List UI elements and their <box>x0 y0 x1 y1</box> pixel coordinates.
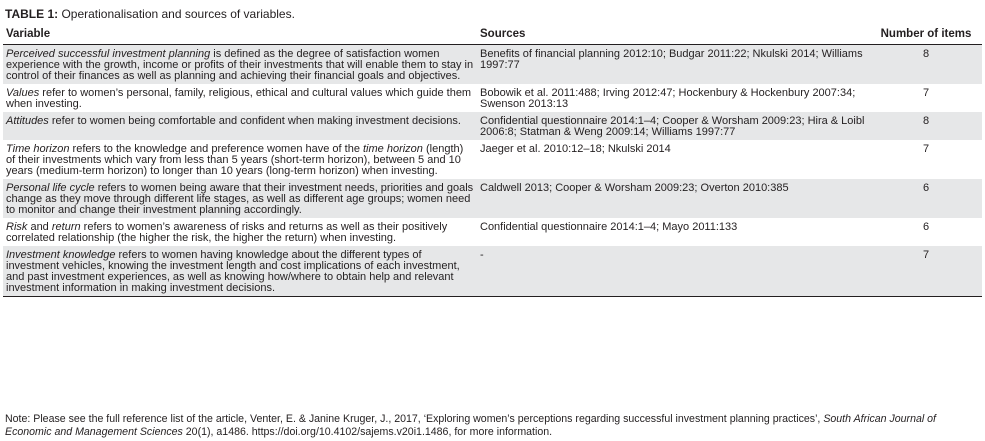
variable-term: Values <box>6 87 40 99</box>
variable-connector: and <box>27 221 52 233</box>
table-body <box>3 45 982 297</box>
header-number-of-items: Number of items <box>870 26 982 45</box>
table-row <box>3 179 982 218</box>
variable-cell <box>3 246 477 297</box>
table-row <box>3 84 982 112</box>
items-cell: 7 <box>870 246 982 297</box>
variable-term: Personal life cycle <box>6 182 95 194</box>
variable-term: Time horizon <box>6 143 70 155</box>
table-row <box>3 218 982 246</box>
table-row <box>3 45 982 85</box>
variable-cell <box>3 140 477 179</box>
note-journal: South African Journal of Economic and Management Sciences <box>5 413 937 438</box>
sources-cell: Bobowik et al. 2011:488; Irving 2012:47; Hockenbury & Hockenbury 2007:34; Swenson 2013:13 <box>480 87 856 110</box>
note-text: Note: Please see the full reference list of the article, Venter, E. & Janine Kruger, J., 2017, ‘Exploring women’s perceptions regarding successful investment planning practices’, <box>5 413 824 425</box>
table-row <box>3 112 982 140</box>
header-variable: Variable <box>3 26 477 45</box>
items-cell: 7 <box>922 87 930 99</box>
sources-cell: Confidential questionnaire 2014:1–4; Cooper & Worsham 2009:23; Hira & Loibl 2006:8; Statman & Weng 2009:14; Williams 1997:77 <box>477 112 870 140</box>
variable-description: refers to women being aware that their investment needs, priorities and goals change as they move through different life stages, as well as different age groups; women need to monitor and change their investment planning accordingly. <box>6 182 474 216</box>
table-note <box>5 413 983 439</box>
table-row <box>3 140 982 179</box>
header-row <box>3 26 982 45</box>
variables-table-container <box>3 26 982 297</box>
variable-term: Investment knowledge <box>6 249 116 261</box>
sources-cell: Jaeger et al. 2010:12–18; Nkulski 2014 <box>480 143 671 155</box>
items-cell: 7 <box>922 143 930 155</box>
variable-description: (length) of their investments which vary from less than 5 years (short-term horizon), between 5 and 10 years (medium-term horizon) to longer than 10 years (long-term horizon) when investing. <box>6 143 464 177</box>
table-title: Operationalisation and sources of variables. <box>58 7 295 21</box>
variable-description: is defined as the degree of satisfaction women experience with the growth, income or profits of their investments that will enable them to stay in control of their finances as well as planning and achieving their financial goals and objectives. <box>6 48 474 82</box>
variable-description: refers to women having knowledge about the different types of investment vehicles, knowing the investment length and cost implications of each investment, and past investment experiences, as well as knowing how/where to obtain help and relevant investment information in making investment decisions. <box>6 249 460 294</box>
variable-description: refers to the knowledge and preference women have of the <box>69 143 363 155</box>
table-label: TABLE 1: <box>5 7 59 21</box>
sources-cell: Caldwell 2013; Cooper & Worsham 2009:23; Overton 2010:385 <box>477 179 870 218</box>
variable-term-inline: return <box>51 221 81 233</box>
items-cell: 6 <box>922 221 930 233</box>
variable-cell <box>3 179 477 218</box>
variable-cell <box>3 218 477 246</box>
variable-cell <box>3 84 477 112</box>
items-cell: 6 <box>870 179 982 218</box>
sources-cell: Confidential questionnaire 2014:1–4; Mayo 2011:133 <box>480 221 738 233</box>
variable-term-inline: time horizon <box>363 143 423 155</box>
items-cell: 8 <box>870 45 982 85</box>
header-sources: Sources <box>477 26 870 45</box>
variable-term: Perceived successful investment planning <box>6 48 211 60</box>
table-header <box>3 26 982 45</box>
variable-term: Risk <box>6 221 28 233</box>
items-cell: 8 <box>870 112 982 140</box>
sources-cell: - <box>477 246 870 297</box>
table-row <box>3 246 982 297</box>
variables-table <box>3 26 982 297</box>
variable-description: refer to women’s personal, family, religious, ethical and cultural values which guide them when investing. <box>6 87 472 110</box>
table-caption <box>5 7 295 22</box>
variable-description: refers to women’s awareness of risks and returns as well as their positively correlated relationship (the higher the risk, the higher the return) when investing. <box>6 221 448 244</box>
note-text-end: 20(1), a1486. https://doi.org/10.4102/sajems.v20i1.1486, for more information. <box>182 426 553 438</box>
variable-description: refer to women being comfortable and confident when making investment decisions. <box>48 115 461 127</box>
variable-term: Attitudes <box>6 115 49 127</box>
variable-cell <box>3 45 477 85</box>
variable-cell <box>3 112 477 140</box>
sources-cell: Benefits of financial planning 2012:10; Budgar 2011:22; Nkulski 2014; Williams 1997:77 <box>477 45 870 85</box>
